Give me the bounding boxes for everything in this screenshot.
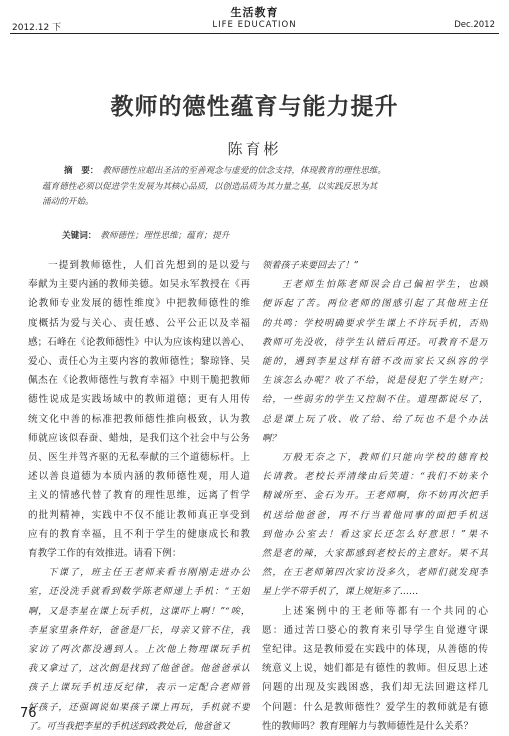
body-text-line: 员、医生并驾齐驱的无私奉献的三个道德标杆。上 [28,452,250,464]
body-text-line: 感；石峰在《论教师德性》中认为应该构建以善心、 [28,336,250,348]
body-text-line: 问题的出现及实践困惑，我们却无法回避这样几 [262,682,488,694]
body-column-left [28,256,250,736]
body-text-line: 了。可当我把李星的手机送到政教处后，他爸爸又 [28,720,231,732]
issue-label: 2012.12 下 [12,23,62,33]
body-text-line: 万般无奈之下，教师们只能向学校的德育校 [282,452,488,464]
body-text-line: 室，还没洗手就看到数学陈老师递上手机：“王姐 [28,586,250,598]
body-text-line: 啊，又是李星在课上玩手机，这课吓上啊！”“唉， [28,605,250,617]
body-text-line: 统意义上说，她们都是有德性的教师。但反思上述 [262,663,488,675]
body-text-line: 李星家里条件好，爸爸是厂长，母亲又管不住，我 [28,624,250,636]
body-text-line: 精诚所至、金石为开。王老师啊，你不妨再次把手 [262,490,488,502]
body-text-line: 上述案例中的王老师等都有一个共同的心 [282,605,488,617]
body-text-line: 孩子上课玩手机违反纪律，表示一定配合老师管 [28,682,250,694]
body-text-line: 性的教师吗？教育理解力与教师德性是什么关系？ [262,720,474,732]
body-text-line: 便诉起了苦。两位老师的图感引起了其他班主任 [262,298,488,310]
abstract-label: 摘 要： [64,166,99,176]
body-text-line: 到他办公室去！看这家长还怎么好意思！”果不 [262,528,488,540]
body-text-line: 教师可先没收，待学生认错后再还。可教育不是万 [262,336,488,348]
abstract-line: 涌动的开始。 [42,197,94,207]
journal-name: LIFE EDUCATION [212,20,297,30]
body-text-line: 星上学不带手机了，课上规矩多了…… [262,586,419,598]
article-author: 陈育彬 [227,140,282,158]
body-text-line: 佩杰在《论教师德性与教育幸福》中则干脆把教师 [28,375,250,387]
abstract [42,164,474,211]
body-text-line: 堂纪律。这是教师爱在实践中的体现，从善德的传 [262,644,488,656]
body-text-line: 述以善良道德为本质内涵的教师德性观，用人道 [28,471,250,483]
body-text-line: 德性说成是实践场域中的教师道德；更有人用传 [28,394,250,406]
body-text-line: 下课了，班主任王老师来看书刚刚走进办公 [48,567,250,579]
body-text-line: 王老师生怕陈老师误会自己偏袒学生，也顾 [282,279,488,291]
issue-date: Dec.2012 [454,20,495,30]
body-text-line: 一提到教师德性，人们首先想到的是以爱与 [48,260,250,271]
body-text-line: 的共鸣：学校明确要求学生课上不许玩手机，否则 [262,317,488,329]
body-text-line: 领着孩子来要回去了！” [262,260,359,271]
body-text-line: 给，一些弱劣的学生又控制不住。道理都说尽了， [262,394,488,406]
keywords-label: 关键词： [62,231,97,241]
body-text-line: 家访了两次都没遇到人。上次他上物理课玩手机 [28,644,250,656]
body-text-line: 个问题：什么是教师德性？爱学生的教师就是有德 [262,701,488,713]
page-number: 76 [20,706,37,721]
header-divider [10,33,499,34]
body-text-line: 然，在王老师第四次家访没多久，老师们就发现李 [262,567,488,579]
body-text-line: 爱心、责任心为主要内容的教师德性；黎琼锋、吴 [28,356,250,368]
body-text-line: 应有的教育幸福，且不利于学生的健康成长和教 [28,528,250,540]
keywords-text: 教师德性；理性思维；蕴育；提升 [100,231,230,241]
body-text-line: 主义的情感代替了教育的理性思维，远离了哲学 [28,490,250,502]
journal-logo: 生活教育 [230,6,279,19]
body-text-line: 生该怎么办呢？收了不给，说是侵犯了学生财产； [262,375,488,387]
body-text-line: 度概括为爱与关心、责任感、公平公正以及幸福 [28,317,250,329]
body-text-line: 然是老的辣，大家都感到老校长的主意好。果不其 [262,548,488,560]
article-title: 教师的德性蕴育与能力提升 [110,94,399,120]
abstract-line: 摘 要： 教师德性应超出圣洁的至善观念与虚爱的信念支持，体现教育的理性思维。 [64,166,386,176]
body-column-right [262,256,488,736]
keywords [62,229,474,241]
body-text-line: 我又拿过了，这次倒是找到了他爸爸。他爸爸承认 [28,663,250,675]
body-text-line: 育教学工作的有效推进。请看下例： [28,548,182,560]
body-text-line: 愿：通过苦口婆心的教育来引导学生自觉遵守课 [262,624,488,636]
body-text-line: 机送给他爸爸，再不行当着他同事的面把手机送 [262,509,488,521]
body-text-line: 总是课上玩了收、收了给、给了玩也不是个办法 [262,413,488,425]
body-text-line: 统文化中善的标准把教师德性推向极致，认为教 [28,413,250,425]
body-text-line: 好孩子，还强调说如果孩子课上再玩，手机就不要 [28,701,250,713]
body-text-line: 长请教。老校长弄清缘由后笑道：“我们不妨来个 [262,471,488,483]
body-text-line: 能的，遇到李星这样有错不改而家长又纵容的学 [262,356,488,368]
body-text-line: 的批判精神，实践中不仅不能让教师真正享受到 [28,509,250,521]
body-text-line: 论教师专业发展的德性维度》中把教师德性的维 [28,298,250,310]
body-text-line: 奉献为主要内涵的教师美德。如吴永军教授在《再 [28,279,250,291]
body-text-line: 师就应该似春蚕、蜡烛，是我们这个社会中与公务 [28,432,250,444]
body-text-line: 啊？ [262,432,281,444]
abstract-line: 蕴育德性必须以促进学生发展为其核心品质，以创造品质为其力量之基，以实践反思为其 [42,181,378,192]
